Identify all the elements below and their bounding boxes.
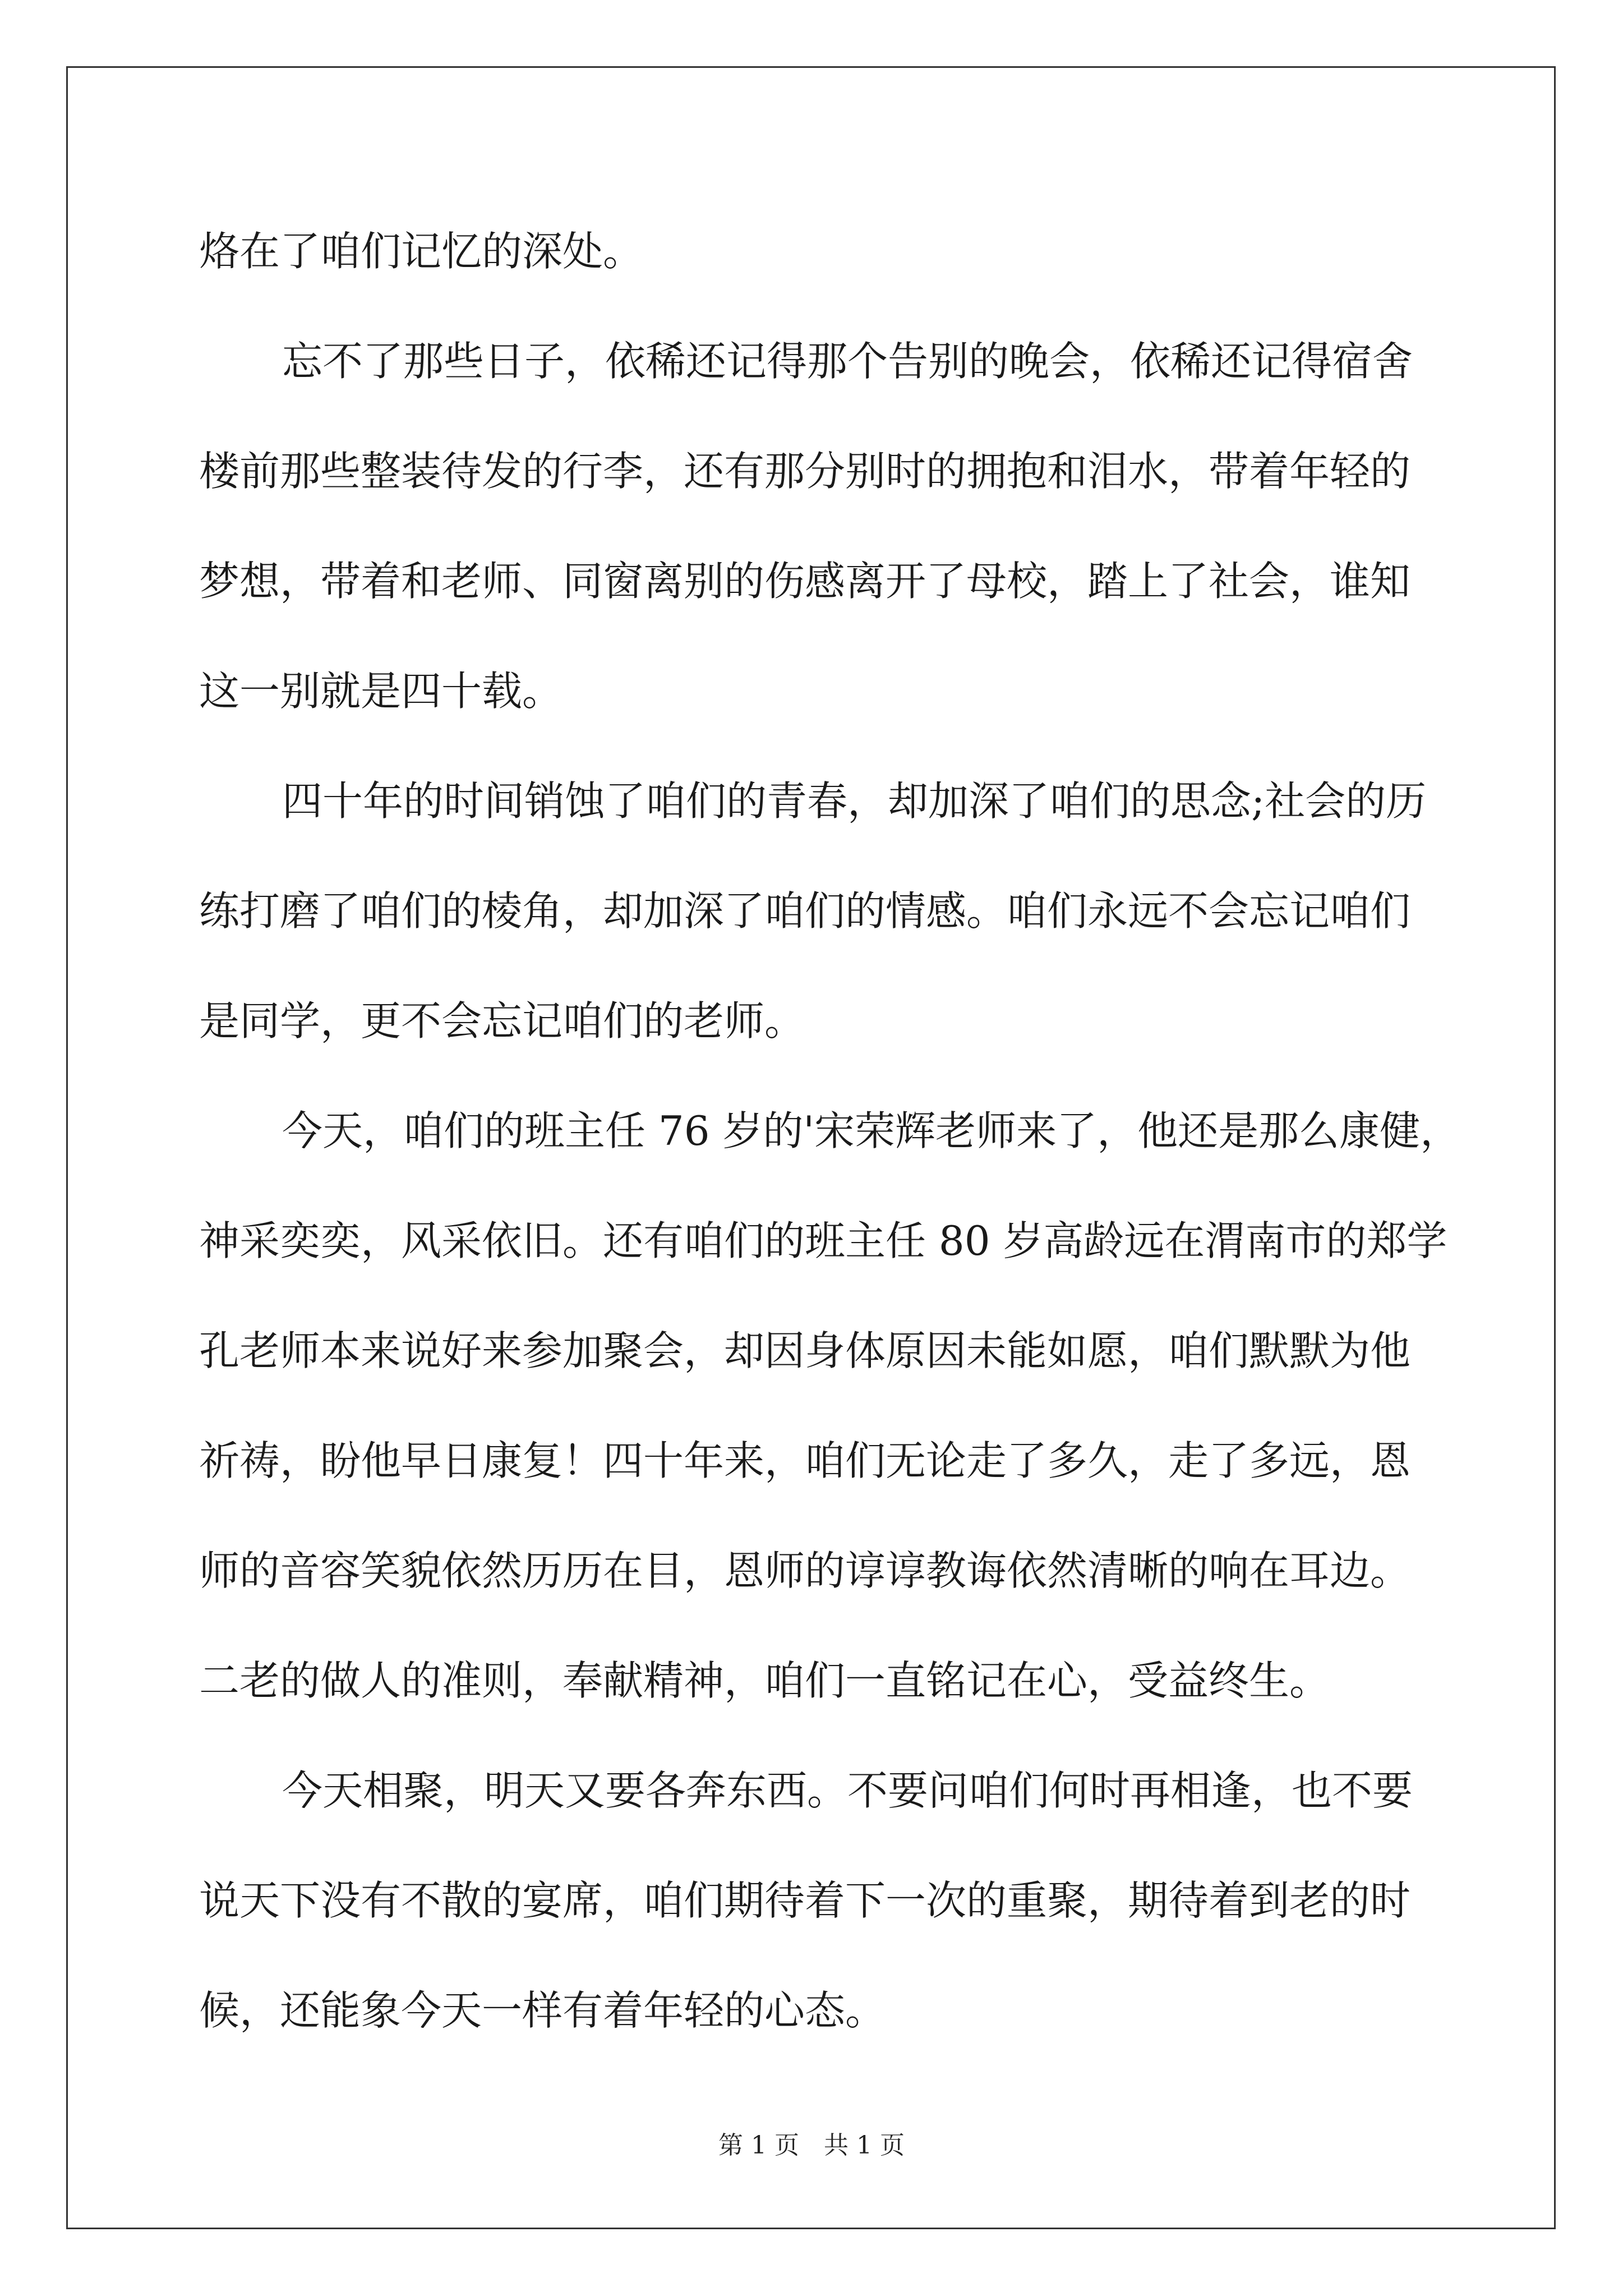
text-line: 孔老师本来说好来参加聚会，却因身体原因未能如愿，咱们默默为他 (199, 1327, 1411, 1374)
text-line: 候，还能象今天一样有着年轻的心态。 (199, 1987, 886, 2034)
page-footer: 第 1 页 共 1 页 (718, 2131, 905, 2160)
text-line: 这一别就是四十载。 (199, 668, 563, 715)
text-line: 是同学，更不会忘记咱们的老师。 (199, 997, 805, 1045)
text-line: 今天相聚，明天又要各奔东西。不要问咱们何时再相逢，也不要 (282, 1767, 1413, 1814)
text-line: 练打磨了咱们的棱角，却加深了咱们的情感。咱们永远不会忘记咱们 (199, 887, 1411, 935)
text-line: 烙在了咱们记忆的深处。 (199, 228, 644, 275)
text-line: 梦想，带着和老师、同窗离别的伤感离开了母校，踏上了社会，谁知 (199, 558, 1411, 605)
text-line: 四十年的时间销蚀了咱们的青春，却加深了咱们的思念;社会的历 (282, 777, 1427, 825)
document-body (199, 196, 1461, 2065)
text-line: 今天，咱们的班主任 76 岁的'宋荣辉老师来了，他还是那么康健， (282, 1107, 1461, 1154)
text-line: 神采奕奕，风采依旧。还有咱们的班主任 80 岁高龄远在渭南市的郑学 (199, 1217, 1447, 1264)
text-line: 说天下没有不散的宴席，咱们期待着下一次的重聚，期待着到老的时 (199, 1877, 1411, 1924)
text-line: 楼前那些整装待发的行李，还有那分别时的拥抱和泪水，带着年轻的 (199, 448, 1411, 495)
text-line: 二老的做人的准则，奉献精神，咱们一直铭记在心，受益终生。 (199, 1657, 1330, 1704)
text-line: 师的音容笑貌依然历历在目，恩师的谆谆教诲依然清晰的响在耳边。 (199, 1547, 1411, 1594)
text-line: 忘不了那些日子，依稀还记得那个告别的晚会，依稀还记得宿舍 (282, 338, 1413, 385)
text-line: 祈祷，盼他早日康复！四十年来，咱们无论走了多久，走了多远，恩 (199, 1437, 1411, 1484)
